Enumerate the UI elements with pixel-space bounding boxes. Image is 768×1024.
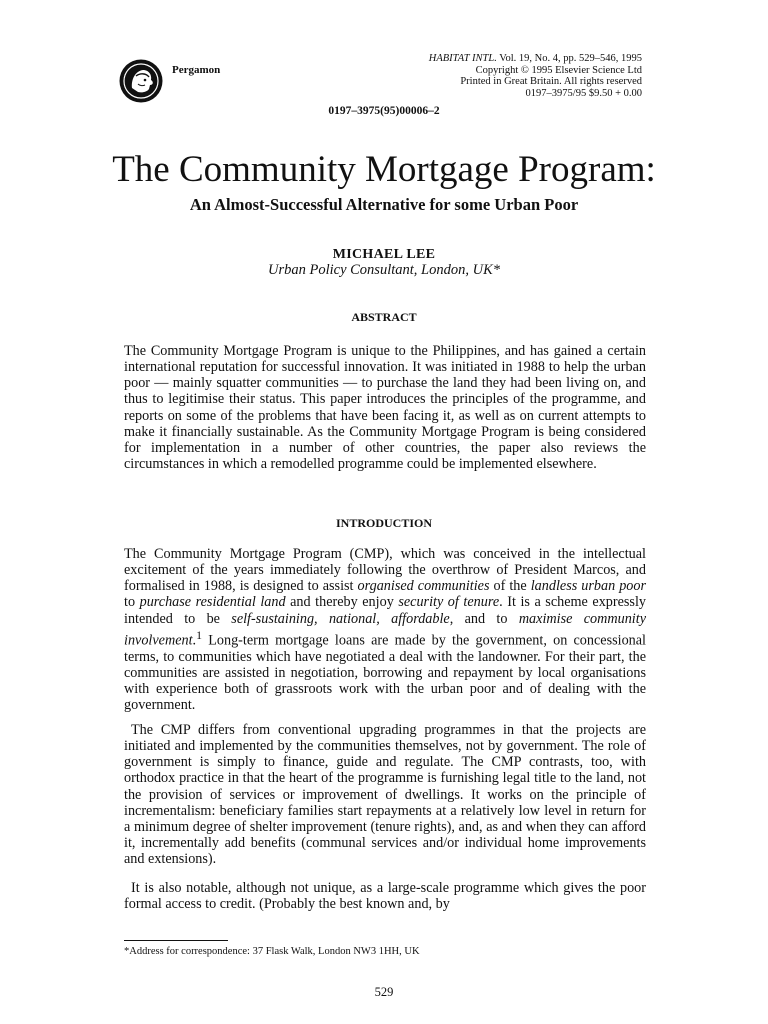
introduction-heading: INTRODUCTION: [335, 516, 432, 530]
italic-run: organised communities: [357, 578, 490, 595]
italic-run: purchase residential land: [139, 594, 286, 611]
abstract-heading: ABSTRACT: [351, 310, 417, 324]
text-run: .: [192, 632, 197, 649]
abstract-text: The Community Mortgage Program is unique to the Philippines, and has gained a certain international reputation for successful innovation. It was initiated in 1988 to help the urban poor — mainly squatter communities — to purchase the land they had been living on, and thus to legitimise their status. This paper introduces the principles of the programme, and reports on some of the problems that have been facing it, as well as on current attempts to make it financially sustainable. As the Community Mortgage Program is being considered for implementation in a number of other countries, the paper also reviews the circumstances in which a remodelled programme could be implemented elsewhere.: [124, 343, 646, 473]
pergamon-logo-icon: [118, 58, 164, 104]
doi-code: 0197–3975(95)00006–2: [328, 105, 440, 117]
text-run: , and to: [449, 610, 519, 627]
introduction-paragraph-1: [124, 546, 646, 713]
italic-run: self-sustaining, national, affordable: [231, 610, 450, 627]
text-run: Long-term mortgage loans are made by the government, on concessional terms, to communities which have negotiated a deal with the landowner. For their part, the communities are assisted in negotiation, borrowing and repayment by local organisations with experience both of grassroots work with the urban poor and of dealing with the government.: [124, 632, 646, 714]
footnote-divider: [124, 940, 228, 941]
page-number: 529: [374, 985, 394, 999]
italic-run: landless urban poor: [530, 578, 646, 595]
publisher-name: Pergamon: [172, 64, 221, 76]
copyright-line: Copyright © 1995 Elsevier Science Ltd: [475, 64, 642, 76]
text-run: and thereby enjoy: [285, 594, 399, 611]
italic-run: security of tenure: [398, 594, 500, 611]
author-affiliation: Urban Policy Consultant, London, UK*: [267, 262, 500, 278]
introduction-paragraph-3: It is also notable, although not unique, as a large-scale programme which gives the poor formal access to credit. (Probably the best known and, by: [124, 880, 646, 913]
italic-run: maximise community involvement: [124, 610, 646, 649]
introduction-paragraph-2: The CMP differs from conventional upgrading programmes in that the projects are initiated and implemented by the communities themselves, not by government. The role of government is simply to finance, guide and regulate. The CMP contrasts, too, with orthodox practice in that the heart of the programme is furnishing legal title to the land, not the provision of services or improvement of dwellings. It works on the principle of incrementalism: beneficiary families start repayments at a relatively low level in return for a minimum degree of shelter improvement (tenure rights), and, as and when they can afford it, incrementally add benefits (communal services and/or individual home improvements and extensions).: [124, 722, 646, 868]
journal-citation: Vol. 19, No. 4, pp. 529–546, 1995: [499, 53, 642, 64]
article-subtitle: An Almost-Successful Alternative for some Urban Poor: [189, 195, 579, 214]
text-run: The Community Mortgage Program (CMP), which was conceived in the intellectual excitement of the years immediately following the overthrow of President Marcos, and formalised in 1988, is designed to assist: [124, 546, 646, 595]
text-run: to: [124, 594, 140, 611]
text-run: of the: [489, 578, 531, 595]
footnote-reference[interactable]: 1: [196, 627, 203, 642]
journal-citation-line: [322, 53, 642, 65]
issn-price-line: 0197–3975/95 $9.50 + 0.00: [525, 87, 642, 99]
author-name: MICHAEL LEE: [332, 247, 436, 262]
printed-line: Printed in Great Britain. All rights reserved: [460, 76, 642, 87]
article-title: The Community Mortgage Program:: [112, 149, 656, 190]
journal-name: HABITAT INTL.: [428, 53, 497, 64]
journal-meta: [322, 53, 642, 99]
text-run: . It is a scheme expressly intended to be: [124, 594, 646, 627]
footnote-text: *Address for correspondence: 37 Flask Walk, London NW3 1HH, UK: [124, 946, 420, 957]
